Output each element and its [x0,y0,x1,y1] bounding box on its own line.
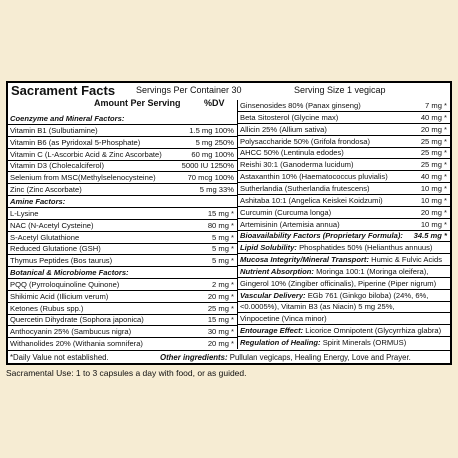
ingredient-row [238,337,450,348]
ingredient-name [240,254,442,265]
ingredient-row [238,112,450,124]
ingredient-amount: 5 mg * [212,244,234,254]
ingredient-amount: 30 mg * [207,327,234,337]
ingredient-row [8,243,237,255]
ingredient-row [8,184,237,196]
ingredient-text: Phosphatides 50% (Helianthus annuus) [296,243,433,253]
other-ingredients [160,351,411,364]
ingredient-row [238,313,450,325]
sacrament-facts-panel [6,81,452,365]
ingredient-name [240,242,432,253]
ingredient-amount: 5 mg * [212,256,234,266]
section-heading [8,196,237,208]
ingredient-name: Ashitaba 10:1 (Angelica Keiskei Koidzumi) [240,195,383,205]
ingredient-row [238,195,450,207]
ingredient-name: Curcumin (Curcuma longa) [240,207,332,217]
servings-per-container: Servings Per Container 30 [136,85,242,95]
ingredient-amount: 10 mg * [420,195,447,205]
ingredient-amount: 7 mg * [425,101,447,110]
section-heading [238,230,450,242]
ingredient-name: Astaxanthin 10% (Haematococcus pluvialis) [240,172,388,182]
ingredient-name [240,290,428,301]
ingredient-amount: 2 mg * [212,279,234,289]
ingredient-name: Zinc (Zinc Ascorbate) [10,185,82,195]
ingredient-amount: 20 mg * [420,124,447,134]
ingredient-text: Spirit Minerals (ORMUS) [320,338,407,347]
ingredient-row [238,159,450,171]
ingredient-amount: 34.5 mg * [413,231,447,241]
ingredient-lead: Vascular Delivery: [240,290,306,300]
ingredient-text: Humic & Fulvic Acids [368,255,442,265]
ingredient-name: <0.0005%), Vitamin B3 (as Niacin) 5 mg 25%, [240,302,395,312]
ingredient-lead: Entourage Effect: [240,326,304,336]
ingredient-name [240,337,406,348]
ingredient-amount: 1.5 mg 100% [189,125,234,135]
ingredient-row [238,136,450,148]
ingredient-amount: 60 mg 100% [191,149,234,159]
ingredient-text: Licorice Omnipotent (Glycyrrhiza glabra) [303,326,442,336]
ingredient-name: Artemisinin (Artemisia annua) [240,219,340,229]
ingredient-amount: 15 mg * [207,208,234,218]
ingredient-row [8,255,237,267]
amount-per-serving-label: Amount Per Serving [94,98,181,108]
ingredient-row [238,207,450,219]
ingredient-amount: 10 mg * [420,183,447,193]
ingredient-row [238,147,450,159]
section-heading [8,267,237,279]
ingredient-name: Vinpocetine (Vinca minor) [240,314,327,324]
ingredient-name: Amine Factors: [10,196,66,206]
dv-label: %DV [204,98,225,108]
ingredient-lead: Nutrient Absorption: [240,266,314,276]
ingredient-text: Moringa 100:1 (Moringa oleifera), [313,266,429,276]
ingredient-row [8,125,237,137]
ingredient-name: Vitamin C (L-Ascorbic Acid & Zinc Ascorbate) [10,149,162,159]
ingredient-row [8,303,237,315]
ingredient-lead: Regulation of Healing: [240,338,321,347]
ingredient-name: Vitamin B6 (as Pyridoxal 5-Phosphate) [10,137,141,147]
ingredient-amount: 20 mg * [207,339,234,349]
ingredient-amount: 10 mg * [420,219,447,229]
other-ingredients-label: Other ingredients: [160,353,228,362]
ingredient-amount: 25 mg * [420,148,447,158]
section-heading [8,113,237,125]
ingredient-amount: 25 mg * [420,160,447,170]
ingredient-name: Selenium from MSC(Methylselenocysteine) [10,173,156,183]
ingredient-amount: 5000 IU 1250% [181,161,234,171]
ingredient-row [238,100,450,112]
ingredient-name [240,266,428,277]
ingredient-name: AHCC 50% (Lentinula edodes) [240,148,344,158]
ingredient-name: Reishi 30:1 (Ganoderma lucidum) [240,160,354,170]
ingredient-name: Vitamin D3 (Cholecalciferol) [10,161,104,171]
ingredient-row [238,290,450,302]
ingredient-amount: 25 mg * [420,136,447,146]
other-ingredients-text: Pullulan vegicaps, Healing Energy, Love and Prayer. [227,353,411,362]
ingredient-amount: 15 mg * [207,315,234,325]
ingredient-row [238,278,450,290]
ingredient-row [8,314,237,326]
ingredient-lead: Mucosa Integrity/Mineral Transport: [240,255,369,265]
ingredient-name: Botanical & Microbiome Factors: [10,268,129,278]
ingredient-name: NAC (N-Acetyl Cysteine) [10,220,94,230]
ingredient-row [238,301,450,313]
ingredient-name: L-Lysine [10,208,39,218]
ingredient-row [8,149,237,161]
ingredient-name: Vitamin B1 (Sulbutiamine) [10,125,98,135]
ingredient-amount: 40 mg * [420,172,447,182]
serving-size: Serving Size 1 vegicap [294,85,386,95]
ingredient-row [8,208,237,220]
ingredient-name [240,325,441,336]
ingredient-name: Polysaccharide 50% (Grifola frondosa) [240,136,370,146]
ingredient-name: Reduced Glutatione (GSH) [10,244,101,254]
sacramental-use: Sacramental Use: 1 to 3 capsules a day with food, or as guided. [6,368,247,378]
ingredient-row [8,220,237,232]
ingredient-name: S-Acetyl Glutathione [10,232,80,242]
ingredient-name: Allicin 25% (Allium sativa) [240,124,327,134]
ingredient-name: Sutherlandia (Sutherlandia frutescens) [240,183,370,193]
ingredient-row [238,325,450,337]
ingredient-name: Thymus Peptides (Bos taurus) [10,256,113,266]
ingredient-name: Quercetin Dihydrate (Sophora japonica) [10,315,144,325]
ingredient-amount: 70 mcg 100% [187,173,234,183]
ingredient-amount: 20 mg * [420,207,447,217]
ingredient-row [238,219,450,231]
dv-note: *Daily Value not established. [10,353,109,362]
ingredient-row [8,172,237,184]
ingredient-name: Anthocyanin 25% (Sambucus nigra) [10,327,132,337]
ingredient-row [8,232,237,244]
ingredient-name: Withanolides 20% (Withania somnifera) [10,339,143,349]
ingredient-row [238,183,450,195]
ingredient-row [8,160,237,172]
ingredient-row [8,338,237,349]
ingredient-amount: 5 mg 250% [195,137,234,147]
facts-title: Sacrament Facts [11,83,116,98]
ingredient-name: PQQ (Pyrroloquinoline Quinone) [10,279,120,289]
ingredient-name: Shikimic Acid (Illicium verum) [10,291,109,301]
ingredient-lead: Lipid Solubility: [240,243,297,253]
ingredient-row [8,291,237,303]
ingredient-amount: 40 mg * [420,112,447,122]
ingredient-row [238,242,450,254]
ingredient-row [8,137,237,149]
ingredient-row [238,171,450,183]
facts-footer [8,350,450,364]
ingredient-amount: 5 mg * [212,232,234,242]
ingredient-amount: 80 mg * [207,220,234,230]
ingredient-name: Ginsenosides 80% (Panax ginseng) [240,101,361,110]
ingredient-row [238,124,450,136]
ingredient-row [8,279,237,291]
ingredient-amount: 25 mg * [207,303,234,313]
ingredient-name: Ketones (Rubus spp.) [10,303,84,313]
ingredient-name: Beta Sitosterol (Glycine max) [240,112,339,122]
ingredient-row [238,266,450,278]
ingredient-amount: 20 mg * [207,291,234,301]
ingredient-text: EGb 761 (Ginkgo biloba) (24%, 6%, [305,290,429,300]
ingredient-name: Gingerol 10% (Zingiber officinalis), Piperine (Piper nigrum) [240,278,437,288]
ingredient-name: Bioavailability Factors (Proprietary Formula): [240,231,403,241]
ingredient-row [238,254,450,266]
ingredient-name: Coenzyme and Mineral Factors: [10,114,125,123]
ingredient-row [8,326,237,338]
ingredient-amount: 5 mg 33% [199,185,234,195]
